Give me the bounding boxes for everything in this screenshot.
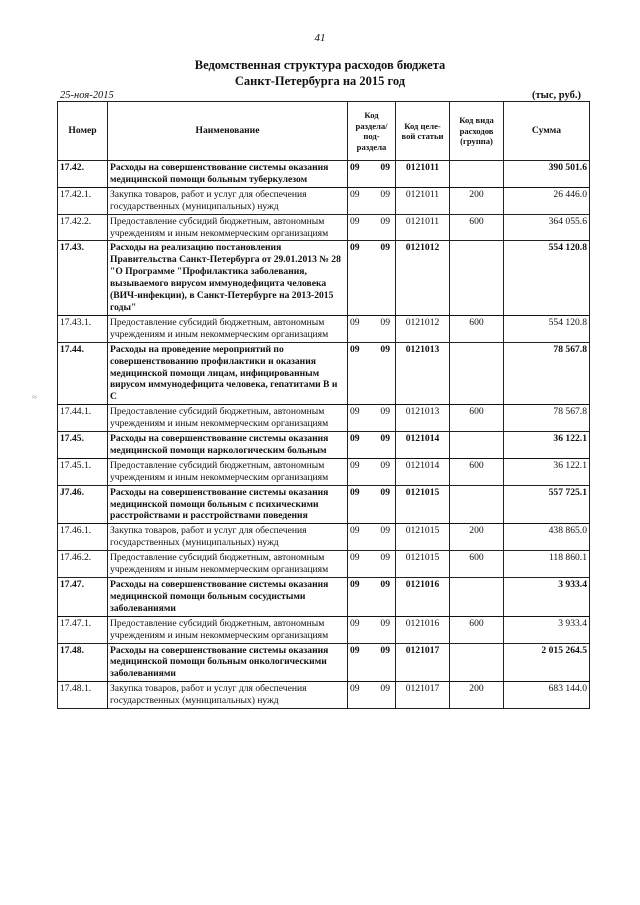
subsection-code: 09 — [380, 316, 390, 328]
row-name: Расходы на проведение мероприятий по совершенствованию профилактики и оказания медицинской помощи лицам, инфицированным вирусом иммунодефицита человека, гепатитами В и С — [108, 342, 348, 405]
row-name: Расходы на совершенствование системы оказания медицинской помощи наркологическим больным — [108, 432, 348, 459]
subsection-code: 09 — [380, 215, 390, 227]
row-expense-type — [450, 485, 504, 524]
table-row — [58, 643, 590, 682]
table-header-row — [58, 102, 590, 161]
row-amount: 78 567.8 — [504, 405, 590, 432]
row-expense-type: 600 — [450, 616, 504, 643]
row-article-code: 0121015 — [396, 524, 450, 551]
row-name: Расходы на совершенствование системы оказания медицинской помощи больным онкологическими заболеваниями — [108, 643, 348, 682]
row-article-code: 0121017 — [396, 682, 450, 709]
table-row — [58, 161, 590, 188]
row-expense-type: 600 — [450, 405, 504, 432]
row-amount: 438 865.0 — [504, 524, 590, 551]
row-name: Предоставление субсидий бюджетным, автономным учреждениям и иным некоммерческим организациям — [108, 405, 348, 432]
row-article-code: 0121016 — [396, 616, 450, 643]
row-number: Ј7.46. — [58, 485, 108, 524]
table-row — [58, 214, 590, 241]
row-expense-type: 200 — [450, 524, 504, 551]
row-number: 17.42.2. — [58, 214, 108, 241]
row-amount: 36 122.1 — [504, 432, 590, 459]
page-number: 41 — [314, 32, 326, 44]
row-name: Предоставление субсидий бюджетным, автономным учреждениям и иным некоммерческим организациям — [108, 616, 348, 643]
table-row — [58, 458, 590, 485]
document-title-line1: Ведомственная структура расходов бюджета — [194, 58, 446, 72]
row-section-code — [348, 458, 396, 485]
subsection-code: 09 — [380, 683, 390, 695]
margin-mark: ≈ — [32, 392, 37, 402]
row-section-code — [348, 342, 396, 405]
row-amount: 26 446.0 — [504, 187, 590, 214]
row-number: 17.44.1. — [58, 405, 108, 432]
table-row — [58, 485, 590, 524]
subsection-code: 09 — [380, 486, 390, 498]
header-amount: Сумма — [504, 102, 590, 161]
row-section-code — [348, 161, 396, 188]
row-amount: 3 933.4 — [504, 578, 590, 617]
row-name: Расходы на совершенствование системы оказания медицинской помощи больным сосудистыми заболеваниями — [108, 578, 348, 617]
section-code: 09 — [350, 683, 360, 695]
row-expense-type — [450, 432, 504, 459]
row-name: Расходы на совершенствование системы оказания медицинской помощи больным туберкулезом — [108, 161, 348, 188]
section-code: 09 — [350, 215, 360, 227]
row-name: Расходы на совершенствование системы оказания медицинской помощи больным с психическими расстройствами и расстройствами поведения — [108, 485, 348, 524]
row-article-code: 0121011 — [396, 214, 450, 241]
table-row — [58, 432, 590, 459]
section-code: 09 — [350, 343, 360, 355]
row-article-code: 0121016 — [396, 578, 450, 617]
row-name: Предоставление субсидий бюджетным, автономным учреждениям и иным некоммерческим организациям — [108, 458, 348, 485]
row-section-code — [348, 682, 396, 709]
section-code: 09 — [350, 644, 360, 656]
row-expense-type — [450, 643, 504, 682]
section-code: 09 — [350, 242, 360, 254]
subsection-code: 09 — [380, 406, 390, 418]
row-article-code: 0121012 — [396, 241, 450, 315]
subsection-code: 09 — [380, 188, 390, 200]
row-amount: 78 567.8 — [504, 342, 590, 405]
table-row — [58, 241, 590, 315]
row-name: Закупка товаров, работ и услуг для обеспечения государственных (муниципальных) нужд — [108, 682, 348, 709]
row-expense-type: 600 — [450, 214, 504, 241]
subsection-code: 09 — [380, 644, 390, 656]
subsection-code: 09 — [380, 343, 390, 355]
row-expense-type: 600 — [450, 551, 504, 578]
row-section-code — [348, 405, 396, 432]
row-article-code: 0121011 — [396, 161, 450, 188]
subsection-code: 09 — [380, 459, 390, 471]
row-article-code: 0121017 — [396, 643, 450, 682]
row-section-code — [348, 432, 396, 459]
section-code: 09 — [350, 525, 360, 537]
row-article-code: 0121012 — [396, 315, 450, 342]
row-name: Предоставление субсидий бюджетным, автономным учреждениям и иным некоммерческим организациям — [108, 214, 348, 241]
row-expense-type — [450, 578, 504, 617]
row-section-code — [348, 616, 396, 643]
subsection-code: 09 — [380, 617, 390, 629]
table-row — [58, 616, 590, 643]
table-row — [58, 551, 590, 578]
row-name: Предоставление субсидий бюджетным, автономным учреждениям и иным некоммерческим организациям — [108, 315, 348, 342]
header-name: Наименование — [108, 102, 348, 161]
subsection-code: 09 — [380, 525, 390, 537]
header-number: Номер — [58, 102, 108, 161]
row-number: 17.46.1. — [58, 524, 108, 551]
header-article-code: Код целе-вой статьи — [396, 102, 450, 161]
row-article-code: 0121011 — [396, 187, 450, 214]
table-row — [58, 578, 590, 617]
subsection-code: 09 — [380, 552, 390, 564]
row-amount: 3 933.4 — [504, 616, 590, 643]
table-row — [58, 187, 590, 214]
row-number: 17.43.1. — [58, 315, 108, 342]
row-number: 17.47.1. — [58, 616, 108, 643]
row-section-code — [348, 551, 396, 578]
row-section-code — [348, 315, 396, 342]
row-article-code: 0121014 — [396, 432, 450, 459]
row-amount: 118 860.1 — [504, 551, 590, 578]
section-code: 09 — [350, 433, 360, 445]
row-number: 17.42. — [58, 161, 108, 188]
row-expense-type — [450, 342, 504, 405]
unit-label: (тыс, руб.) — [532, 90, 581, 101]
row-section-code — [348, 241, 396, 315]
row-article-code: 0121014 — [396, 458, 450, 485]
row-expense-type: 200 — [450, 187, 504, 214]
row-article-code: 0121013 — [396, 405, 450, 432]
section-code: 09 — [350, 486, 360, 498]
row-number: 17.43. — [58, 241, 108, 315]
subsection-code: 09 — [380, 579, 390, 590]
row-section-code — [348, 643, 396, 682]
table-row — [58, 682, 590, 709]
table-row — [58, 405, 590, 432]
row-amount: 2 015 264.5 — [504, 643, 590, 682]
table-row — [58, 315, 590, 342]
row-name: Расходы на реализацию постановления Правительства Санкт-Петербурга от 29.01.2013 № 28 "О Программе "Профилактика заболевания, вызываемого вирусом иммунодефицита человека (ВИЧ-инфекции), в Санкт-Петербурге на 2013-2015 годы" — [108, 241, 348, 315]
section-code: 09 — [350, 316, 360, 328]
row-name: Предоставление субсидий бюджетным, автономным учреждениям и иным некоммерческим организациям — [108, 551, 348, 578]
row-article-code: 0121015 — [396, 485, 450, 524]
subsection-code: 09 — [380, 162, 390, 173]
row-amount: 557 725.1 — [504, 485, 590, 524]
row-section-code — [348, 187, 396, 214]
row-article-code: 0121013 — [396, 342, 450, 405]
row-amount: 683 144.0 — [504, 682, 590, 709]
row-number: 17.42.1. — [58, 187, 108, 214]
row-amount: 390 501.6 — [504, 161, 590, 188]
section-code: 09 — [350, 162, 360, 173]
row-number: 17.46.2. — [58, 551, 108, 578]
row-expense-type: 200 — [450, 682, 504, 709]
section-code: 09 — [350, 617, 360, 629]
table-row — [58, 342, 590, 405]
row-section-code — [348, 524, 396, 551]
section-code: 09 — [350, 188, 360, 200]
row-number: 17.48. — [58, 643, 108, 682]
row-amount: 364 055.6 — [504, 214, 590, 241]
section-code: 09 — [350, 406, 360, 418]
row-expense-type: 600 — [450, 315, 504, 342]
table-body — [58, 161, 590, 709]
row-section-code — [348, 214, 396, 241]
row-number: 17.48.1. — [58, 682, 108, 709]
subsection-code: 09 — [380, 242, 390, 254]
row-number: 17.45.1. — [58, 458, 108, 485]
row-number: 17.44. — [58, 342, 108, 405]
section-code: 09 — [350, 459, 360, 471]
header-expense-type-code: Код вида расходов (группа) — [450, 102, 504, 161]
section-code: 09 — [350, 552, 360, 564]
row-amount: 36 122.1 — [504, 458, 590, 485]
row-expense-type — [450, 161, 504, 188]
row-expense-type: 600 — [450, 458, 504, 485]
row-amount: 554 120.8 — [504, 241, 590, 315]
row-expense-type — [450, 241, 504, 315]
row-amount: 554 120.8 — [504, 315, 590, 342]
row-name: Закупка товаров, работ и услуг для обеспечения государственных (муниципальных) нужд — [108, 524, 348, 551]
document-date: 25-ноя-2015 — [60, 90, 114, 101]
table-row — [58, 524, 590, 551]
row-section-code — [348, 485, 396, 524]
row-article-code: 0121015 — [396, 551, 450, 578]
header-section-code: Код раздела/ под-раздела — [348, 102, 396, 161]
section-code: 09 — [350, 579, 360, 590]
subsection-code: 09 — [380, 433, 390, 445]
row-section-code — [348, 578, 396, 617]
row-number: 17.45. — [58, 432, 108, 459]
row-number: 17.47. — [58, 578, 108, 617]
budget-table — [57, 101, 590, 709]
row-name: Закупка товаров, работ и услуг для обеспечения государственных (муниципальных) нужд — [108, 187, 348, 214]
document-title-line2: Санкт-Петербурга на 2015 год — [234, 74, 406, 88]
